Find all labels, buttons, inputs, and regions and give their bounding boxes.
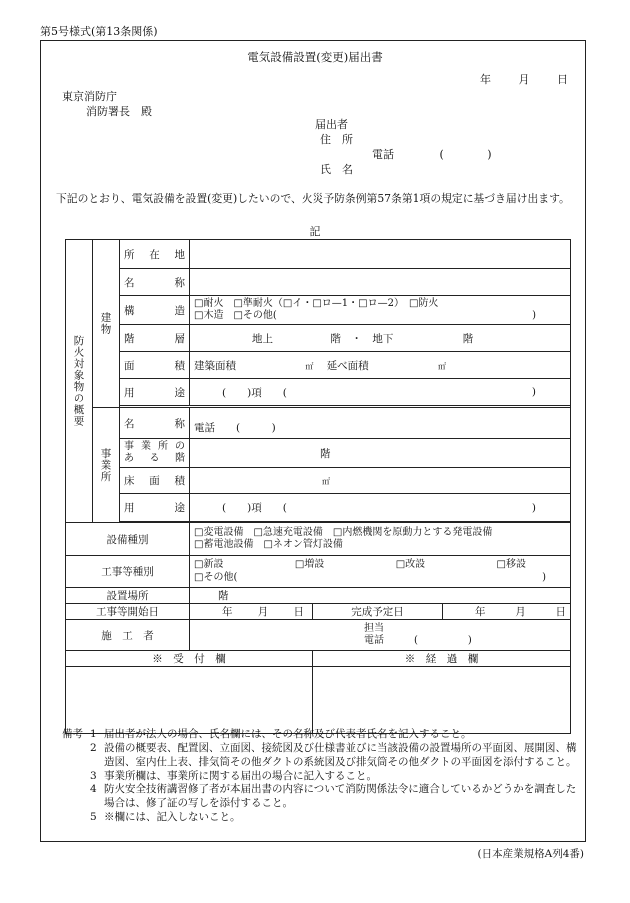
office-area-label: 床面積 (120, 468, 190, 494)
structure-options-1: □耐火 □準耐火（□イ・□ロ—1・□ロ—2） □防火 (194, 297, 439, 309)
floors-end: 階 (462, 332, 474, 345)
office-floor-label-1: 事業所の (124, 440, 185, 452)
note-4-number: 4 (90, 783, 97, 796)
office-floor-field[interactable] (190, 439, 571, 468)
office-floor-label-2: ある階 (124, 453, 185, 464)
complete-day: 日 (555, 606, 566, 618)
place-field[interactable] (190, 588, 571, 604)
work-type-other-row (194, 572, 566, 585)
form-table (65, 239, 571, 734)
intro-text: 下記のとおり、電気設備を設置(変更)したいので、火災予防条例第57条第1項の規定に基づき届け出ます。 (56, 192, 570, 205)
note-5 (62, 811, 582, 825)
complete-label: 完成予定日 (313, 604, 443, 620)
note-3 (62, 770, 582, 784)
note-1-text: 届出者が法人の場合、氏名欄には、その名称及び代表者氏名を記入すること。 (104, 728, 472, 740)
area-building-unit: ㎡ (305, 361, 314, 371)
floors-mid: 階 ・ 地下 (330, 332, 394, 345)
progress-area (313, 667, 571, 734)
building-use-close: ) (531, 386, 536, 398)
addressee-chief: 消防署長 殿 (86, 105, 152, 118)
work-type-move[interactable]: □移設 (496, 559, 526, 570)
receipt-header: ※ 受 付 欄 (66, 651, 313, 667)
notes-heading: 備考 (62, 728, 83, 740)
applicant-address: 住 所 (320, 133, 353, 146)
building-area-label: 面 積 (120, 352, 190, 379)
note-3-text: 事業所欄は、事業所に関する届出の場合に記入すること。 (104, 769, 377, 782)
section-bouka-label: 防火対象物の概要 (72, 335, 85, 427)
floors-above: 地上 (252, 332, 273, 345)
building-structure-label: 構 造 (120, 296, 190, 325)
note-1 (62, 728, 582, 742)
ki-label: 記 (309, 225, 321, 238)
note-2 (62, 742, 582, 770)
office-name-field[interactable] (190, 408, 571, 439)
office-use-label: 用 途 (120, 494, 190, 522)
area-building: 建築面積 (194, 359, 236, 372)
complete-year: 年 (475, 606, 486, 618)
note-4 (62, 783, 582, 811)
office-name-label: 名 称 (120, 408, 190, 439)
equipment-field[interactable] (190, 523, 571, 556)
section-office (93, 408, 120, 523)
area-total-unit: ㎡ (438, 361, 447, 371)
addressee-org: 東京消防庁 (62, 90, 117, 103)
note-2-number: 2 (90, 741, 97, 754)
note-1-number: 1 (90, 728, 97, 740)
start-day: 日 (293, 606, 304, 618)
work-type-label: 工事等種別 (66, 556, 190, 588)
building-location-field[interactable] (190, 240, 571, 269)
applicant-phone-close: ) (487, 148, 492, 161)
equipment-options-2: □蓄電池設備 □ネオン管灯設備 (194, 539, 343, 550)
footer-spec: (日本産業規格A列4番) (477, 848, 584, 860)
start-date-field[interactable] (190, 604, 313, 620)
note-3-number: 3 (90, 769, 97, 782)
building-structure-field[interactable] (190, 296, 571, 325)
building-area-field[interactable] (190, 352, 571, 379)
complete-date-field[interactable] (443, 604, 571, 620)
office-phone: 電話 ( ) (194, 422, 276, 434)
office-floor-label (120, 439, 190, 468)
work-type-field[interactable] (190, 556, 571, 588)
work-type-options (194, 559, 566, 572)
applicant-phone-label: 電話 (372, 148, 394, 161)
building-name-field[interactable] (190, 269, 571, 296)
complete-month: 月 (515, 606, 526, 618)
date-month: 月 (518, 73, 530, 86)
work-type-other[interactable]: □その他( (194, 571, 238, 583)
form-title: 電気設備設置(変更)届出書 (247, 50, 383, 64)
work-type-modify[interactable]: □改設 (395, 559, 426, 570)
applicant-label: 届出者 (315, 118, 348, 131)
date-day: 日 (557, 73, 568, 86)
section-office-label: 事業所 (99, 447, 112, 483)
section-building (93, 240, 120, 408)
equipment-label: 設備種別 (66, 523, 190, 556)
work-type-new[interactable]: □新設 (194, 559, 224, 570)
work-type-add[interactable]: □増設 (294, 559, 325, 570)
start-month: 月 (257, 606, 269, 618)
work-type-close: ) (542, 571, 546, 583)
place-label: 設置場所 (66, 588, 190, 604)
section-building-label: 建物 (99, 312, 112, 335)
notes-block (62, 728, 582, 825)
applicant-name: 氏 名 (320, 163, 353, 176)
area-total: 延べ面積 (326, 359, 369, 372)
building-use-label: 用 途 (120, 379, 190, 406)
building-name-label: 名 称 (120, 269, 190, 296)
contractor-label: 施 工 者 (66, 620, 190, 651)
date-year: 年 (480, 73, 491, 86)
structure-paren-close: ) (532, 310, 536, 321)
form-number: 第5号様式(第13条関係) (40, 25, 158, 38)
applicant-phone (372, 148, 492, 161)
date-line (480, 73, 568, 86)
contractor-phone: 電話 ( ) (364, 635, 472, 646)
start-label: 工事等開始日 (66, 604, 190, 620)
building-floors-field[interactable] (190, 325, 571, 352)
receipt-area (66, 667, 313, 734)
contractor-person: 担当 (364, 622, 384, 634)
section-bouka (66, 240, 93, 523)
note-2-text: 設備の概要表、配置図、立面図、接続図及び仕様書並びに当該設備の設置場所の平面図、展開図、構造図、室内仕上表、排気筒その他ダクトの系統図及び排気筒その他ダクトの平面図を添付すること。 (104, 741, 577, 768)
note-5-number: 5 (90, 811, 97, 824)
building-location-label: 所在地 (120, 240, 190, 269)
building-use-value: ( )項 ( (222, 386, 287, 399)
note-5-text: ※欄には、記入しないこと。 (104, 811, 241, 824)
building-use-field[interactable] (190, 379, 571, 406)
office-floor-value: 階 (320, 447, 331, 460)
progress-header: ※ 経 過 欄 (313, 651, 571, 667)
office-use-close: ) (531, 501, 536, 514)
place-floor: 階 (218, 590, 229, 602)
office-area-unit: ㎡ (322, 476, 330, 486)
office-use-field[interactable] (190, 494, 571, 522)
applicant-phone-open: ( (439, 148, 444, 161)
note-4-text: 防火安全技術講習修了者が本届出書の内容について消防関係法令に適合しているかどうかを調査した場合は、修了証の写しを添付すること。 (104, 783, 577, 810)
office-area-field[interactable] (190, 468, 571, 494)
equipment-options-1: □変電設備 □急速充電設備 □内燃機関を原動力とする発電設備 (194, 526, 493, 538)
contractor-field[interactable] (190, 620, 571, 651)
start-year: 年 (222, 606, 233, 618)
building-floors-label: 階 層 (120, 325, 190, 352)
office-use-value: ( )項 ( (222, 502, 287, 514)
structure-options-2 (194, 310, 566, 323)
structure-other: □木造 □その他( (194, 310, 277, 321)
